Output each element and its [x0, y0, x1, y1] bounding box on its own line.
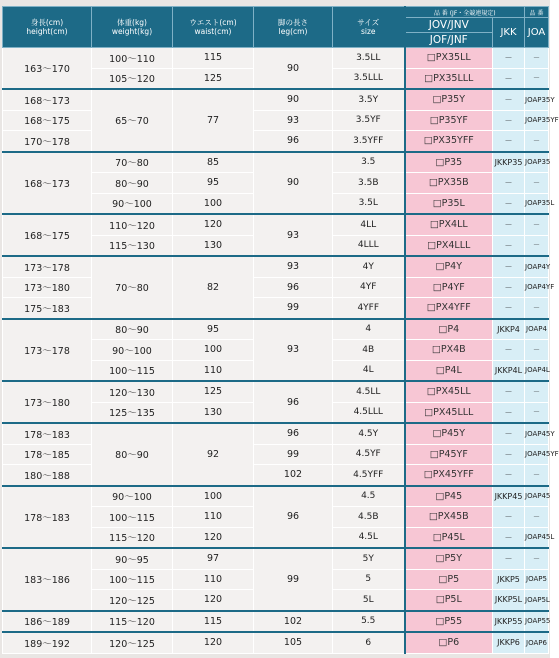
jkk-part-cell: JKKP55: [493, 611, 525, 633]
waist-cell: 85: [173, 152, 254, 173]
jkk-part-cell: －: [493, 298, 525, 319]
jov-part-cell: □P35L: [405, 193, 493, 214]
joa-part-cell: －: [525, 402, 549, 423]
joa-part-cell: JOAP5: [525, 569, 549, 590]
height-cell: 168～175: [3, 214, 92, 256]
header-leg: 脚の長さ leg(cm): [254, 7, 333, 48]
waist-cell: 95: [173, 173, 254, 194]
leg-cell: 99: [254, 298, 333, 319]
jkk-part-cell: JKKP5: [493, 569, 525, 590]
leg-cell: 93: [254, 110, 333, 131]
leg-cell: 93: [254, 256, 333, 277]
jov-part-cell: □PX4LLL: [405, 235, 493, 256]
height-cell: 175～183: [3, 298, 92, 319]
waist-cell: 77: [173, 89, 254, 152]
jov-part-cell: □P6: [405, 632, 493, 653]
leg-cell: 102: [254, 465, 333, 486]
size-cell: 3.5Y: [333, 89, 405, 110]
table-row: [3, 486, 549, 507]
jkk-part-cell: －: [493, 214, 525, 235]
weight-cell: 100～115: [92, 360, 173, 381]
weight-cell: 125～135: [92, 402, 173, 423]
joa-part-cell: －: [525, 131, 549, 152]
waist-cell: 130: [173, 235, 254, 256]
table-row: [3, 256, 549, 277]
table-row: [3, 131, 549, 152]
leg-cell: 99: [254, 444, 333, 465]
jov-part-cell: □PX35YFF: [405, 131, 493, 152]
size-cell: 5.5: [333, 611, 405, 633]
size-cell: 4.5LL: [333, 381, 405, 402]
size-cell: 6: [333, 632, 405, 653]
height-cell: 178～183: [3, 423, 92, 444]
jov-part-cell: □P5: [405, 569, 493, 590]
waist-cell: 120: [173, 590, 254, 611]
joa-part-cell: －: [525, 507, 549, 528]
size-cell: 3.5: [333, 152, 405, 173]
waist-cell: 97: [173, 548, 254, 569]
joa-part-cell: －: [525, 340, 549, 361]
waist-cell: 110: [173, 569, 254, 590]
header-height: 身長(cm) height(cm): [3, 7, 92, 48]
weight-cell: 90～100: [92, 486, 173, 507]
joa-part-cell: －: [525, 381, 549, 402]
height-cell: 180～188: [3, 465, 92, 486]
weight-cell: 120～125: [92, 632, 173, 653]
height-cell: 173～178: [3, 256, 92, 277]
height-cell: 189～192: [3, 632, 92, 653]
size-cell: 3.5B: [333, 173, 405, 194]
table-row: [3, 381, 549, 402]
size-cell: 4.5Y: [333, 423, 405, 444]
leg-cell: 96: [254, 381, 333, 423]
table-row: [3, 444, 549, 465]
leg-cell: 93: [254, 319, 333, 382]
jov-part-cell: □P4L: [405, 360, 493, 381]
size-cell: 3.5YFF: [333, 131, 405, 152]
waist-cell: 115: [173, 611, 254, 633]
table-row: [3, 465, 549, 486]
jkk-part-cell: －: [493, 548, 525, 569]
jkk-part-cell: JKKP4: [493, 319, 525, 340]
waist-cell: 120: [173, 632, 254, 653]
height-cell: 178～185: [3, 444, 92, 465]
jkk-part-cell: JKKP45: [493, 486, 525, 507]
jkk-part-cell: －: [493, 68, 525, 89]
joa-part-cell: －: [525, 235, 549, 256]
jkk-part-cell: －: [493, 110, 525, 131]
weight-cell: 100～115: [92, 569, 173, 590]
joa-part-cell: －: [525, 548, 549, 569]
size-cell: 3.5YF: [333, 110, 405, 131]
leg-cell: 99: [254, 548, 333, 611]
jkk-part-cell: －: [493, 48, 525, 69]
jkk-part-cell: JKKP35: [493, 152, 525, 173]
height-cell: 186～189: [3, 611, 92, 633]
table-row: [3, 277, 549, 298]
jov-part-cell: □P45YF: [405, 444, 493, 465]
size-cell: 4: [333, 319, 405, 340]
size-table-body: [3, 48, 559, 654]
joa-part-cell: JOAP4L: [525, 360, 549, 381]
size-cell: 3.5LLL: [333, 68, 405, 89]
jkk-part-cell: －: [493, 256, 525, 277]
weight-cell: 90～100: [92, 340, 173, 361]
jov-part-cell: □PX45YFF: [405, 465, 493, 486]
waist-cell: 120: [173, 527, 254, 548]
jkk-part-cell: －: [493, 131, 525, 152]
jov-part-cell: □PX35B: [405, 173, 493, 194]
leg-cell: 93: [254, 214, 333, 256]
jov-part-cell: □PX35LLL: [405, 68, 493, 89]
leg-cell: 96: [254, 131, 333, 152]
table-row: [3, 319, 549, 340]
joa-part-cell: JOAP35YF: [525, 110, 549, 131]
size-cell: 4.5LLL: [333, 402, 405, 423]
joa-part-cell: JOAP35: [525, 152, 549, 173]
joa-part-cell: JOAP45L: [525, 527, 549, 548]
table-row: [3, 423, 549, 444]
jov-part-cell: □P55: [405, 611, 493, 633]
weight-cell: 80～90: [92, 173, 173, 194]
waist-cell: 92: [173, 423, 254, 486]
waist-cell: 120: [173, 214, 254, 235]
jkk-part-cell: －: [493, 277, 525, 298]
weight-cell: 115～120: [92, 611, 173, 633]
joa-part-cell: JOAP5L: [525, 590, 549, 611]
jov-part-cell: □P5L: [405, 590, 493, 611]
jov-part-cell: □PX4B: [405, 340, 493, 361]
leg-cell: 105: [254, 632, 333, 653]
size-cell: 4YF: [333, 277, 405, 298]
size-cell: 5Y: [333, 548, 405, 569]
joa-part-cell: JOAP35L: [525, 193, 549, 214]
weight-cell: 65～70: [92, 89, 173, 152]
jkk-part-cell: JKKP6: [493, 632, 525, 653]
header-products-joa-top: 品 番: [525, 7, 549, 18]
joa-part-cell: －: [525, 465, 549, 486]
size-cell: 4B: [333, 340, 405, 361]
jov-part-cell: □PX35LL: [405, 48, 493, 69]
weight-cell: 110～120: [92, 214, 173, 235]
joa-part-cell: JOAP45Y: [525, 423, 549, 444]
height-cell: 173～178: [3, 319, 92, 382]
jov-part-cell: □P4YF: [405, 277, 493, 298]
joa-part-cell: JOAP45YF: [525, 444, 549, 465]
leg-cell: 90: [254, 89, 333, 110]
jkk-part-cell: －: [493, 507, 525, 528]
leg-cell: 102: [254, 611, 333, 633]
waist-cell: 110: [173, 507, 254, 528]
size-cell: 4.5YFF: [333, 465, 405, 486]
joa-part-cell: JOAP55: [525, 611, 549, 633]
weight-cell: 70～80: [92, 152, 173, 173]
jkk-part-cell: －: [493, 89, 525, 110]
height-cell: 173～180: [3, 277, 92, 298]
weight-cell: 100～110: [92, 48, 173, 69]
weight-cell: 115～120: [92, 527, 173, 548]
jkk-part-cell: －: [493, 402, 525, 423]
header-joa: JOA: [525, 18, 549, 48]
size-cell: 4LL: [333, 214, 405, 235]
jov-part-cell: □P4: [405, 319, 493, 340]
waist-cell: 100: [173, 486, 254, 507]
waist-cell: 95: [173, 319, 254, 340]
height-cell: 168～173: [3, 89, 92, 110]
jkk-part-cell: －: [493, 173, 525, 194]
weight-cell: 105～120: [92, 68, 173, 89]
waist-cell: 125: [173, 68, 254, 89]
size-cell: 4Y: [333, 256, 405, 277]
size-cell: 3.5L: [333, 193, 405, 214]
jov-part-cell: □P4Y: [405, 256, 493, 277]
waist-cell: 130: [173, 402, 254, 423]
size-cell: 5: [333, 569, 405, 590]
weight-cell: 80～90: [92, 319, 173, 340]
table-row: [3, 48, 549, 69]
jkk-part-cell: －: [493, 527, 525, 548]
joa-part-cell: JOAP4: [525, 319, 549, 340]
height-cell: 168～175: [3, 110, 92, 131]
size-table: [2, 6, 559, 654]
jov-part-cell: □P35Y: [405, 89, 493, 110]
joa-part-cell: JOAP35Y: [525, 89, 549, 110]
size-cell: 4YFF: [333, 298, 405, 319]
jov-part-cell: □PX45LLL: [405, 402, 493, 423]
jov-part-cell: □P45L: [405, 527, 493, 548]
jov-part-cell: □P5Y: [405, 548, 493, 569]
height-cell: 173～180: [3, 381, 92, 423]
weight-cell: 80～90: [92, 423, 173, 486]
header-jkk: JKK: [493, 18, 525, 48]
jkk-part-cell: －: [493, 193, 525, 214]
header-products-group: 品 番 (JF・全競連規定): [405, 7, 525, 18]
header-jov-line2: JOF/JNF: [405, 33, 493, 48]
jov-part-cell: □P35YF: [405, 110, 493, 131]
table-row: [3, 611, 549, 633]
table-row: [3, 214, 549, 235]
jov-part-cell: □P45: [405, 486, 493, 507]
jov-part-cell: □PX4YFF: [405, 298, 493, 319]
waist-cell: 100: [173, 193, 254, 214]
weight-cell: 90～100: [92, 193, 173, 214]
joa-part-cell: －: [525, 68, 549, 89]
size-cell: 4L: [333, 360, 405, 381]
jkk-part-cell: －: [493, 465, 525, 486]
table-row: [3, 632, 549, 653]
height-cell: 168～173: [3, 152, 92, 215]
jov-part-cell: □P35: [405, 152, 493, 173]
weight-cell: 90～95: [92, 548, 173, 569]
size-cell: 5L: [333, 590, 405, 611]
header-jov-line1: JOV/JNV: [405, 18, 493, 33]
joa-part-cell: －: [525, 173, 549, 194]
header-weight: 体重(kg) weight(kg): [92, 7, 173, 48]
jov-part-cell: □P45Y: [405, 423, 493, 444]
size-cell: 4.5YF: [333, 444, 405, 465]
jkk-part-cell: －: [493, 444, 525, 465]
leg-cell: 90: [254, 152, 333, 215]
jkk-part-cell: －: [493, 381, 525, 402]
header-size: サイズ size: [333, 7, 405, 48]
size-cell: 4.5L: [333, 527, 405, 548]
joa-part-cell: JOAP4YF: [525, 277, 549, 298]
joa-part-cell: －: [525, 48, 549, 69]
height-cell: 170～178: [3, 131, 92, 152]
table-row: [3, 298, 549, 319]
table-row: [3, 548, 549, 569]
leg-cell: 96: [254, 423, 333, 444]
height-cell: 178～183: [3, 486, 92, 549]
header-waist: ウエスト(cm) waist(cm): [173, 7, 254, 48]
waist-cell: 110: [173, 360, 254, 381]
weight-cell: 120～125: [92, 590, 173, 611]
jkk-part-cell: JKKP5L: [493, 590, 525, 611]
joa-part-cell: －: [525, 214, 549, 235]
weight-cell: 100～115: [92, 507, 173, 528]
leg-cell: 96: [254, 277, 333, 298]
size-cell: 4LLL: [333, 235, 405, 256]
waist-cell: 125: [173, 381, 254, 402]
jov-part-cell: □PX45B: [405, 507, 493, 528]
waist-cell: 82: [173, 256, 254, 319]
height-cell: 163～170: [3, 48, 92, 90]
joa-part-cell: JOAP45: [525, 486, 549, 507]
height-cell: 183～186: [3, 548, 92, 611]
jkk-part-cell: －: [493, 423, 525, 444]
jov-part-cell: □PX4LL: [405, 214, 493, 235]
jkk-part-cell: JKKP4L: [493, 360, 525, 381]
table-row: [3, 89, 549, 110]
jkk-part-cell: －: [493, 340, 525, 361]
leg-cell: 96: [254, 486, 333, 549]
table-row: [3, 152, 549, 173]
waist-cell: 115: [173, 48, 254, 69]
size-cell: 4.5: [333, 486, 405, 507]
joa-part-cell: －: [525, 298, 549, 319]
weight-cell: 120～130: [92, 381, 173, 402]
weight-cell: 115～130: [92, 235, 173, 256]
waist-cell: 100: [173, 340, 254, 361]
weight-cell: 70～80: [92, 256, 173, 319]
size-cell: 4.5B: [333, 507, 405, 528]
joa-part-cell: JOAP4Y: [525, 256, 549, 277]
jkk-part-cell: －: [493, 235, 525, 256]
leg-cell: 90: [254, 48, 333, 90]
table-row: [3, 110, 549, 131]
size-cell: 3.5LL: [333, 48, 405, 69]
jov-part-cell: □PX45LL: [405, 381, 493, 402]
joa-part-cell: JOAP6: [525, 632, 549, 653]
